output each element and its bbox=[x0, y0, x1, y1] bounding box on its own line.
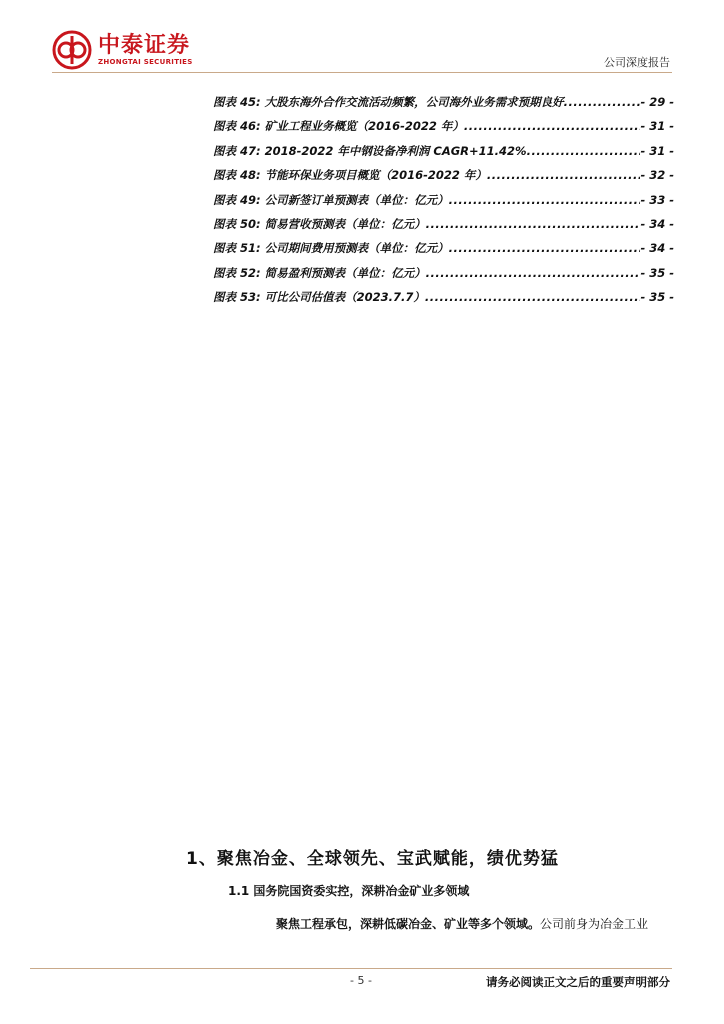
logo-chinese-name: 中泰证券 bbox=[98, 32, 191, 58]
toc-entry-title: 可比公司估值表（2023.7.7） bbox=[264, 290, 425, 305]
toc-entry[interactable] bbox=[213, 94, 674, 118]
toc-entry-title: 大股东海外合作交流活动频繁，公司海外业务需求预期良好 bbox=[264, 95, 564, 109]
toc-entry-label: 图表 46: bbox=[213, 119, 261, 134]
page-number: - 5 - bbox=[350, 974, 372, 987]
toc-entry-title: 节能环保业务项目概览（2016-2022 年） bbox=[264, 168, 487, 183]
toc-entry[interactable] bbox=[213, 265, 674, 289]
toc-entry[interactable] bbox=[213, 118, 674, 142]
toc-leader-dots bbox=[487, 168, 641, 182]
toc-entry-page: - 35 - bbox=[640, 265, 674, 280]
toc-entry-page: - 34 - bbox=[640, 241, 674, 256]
toc-entry-title: 简易盈利预测表（单位：亿元） bbox=[264, 265, 426, 280]
toc-entry[interactable] bbox=[213, 216, 674, 240]
disclaimer-note: 请务必阅读正文之后的重要声明部分 bbox=[486, 975, 670, 989]
toc-entry-label: 图表 53: bbox=[213, 290, 261, 305]
footer-divider bbox=[30, 968, 672, 969]
toc-entry[interactable] bbox=[213, 289, 674, 313]
toc-leader-dots bbox=[426, 217, 641, 231]
toc-entry-page: - 34 - bbox=[640, 216, 674, 231]
toc-entry[interactable] bbox=[213, 192, 674, 216]
toc-entry-title: 公司新签订单预测表（单位：亿元） bbox=[264, 192, 449, 207]
toc-entry[interactable] bbox=[213, 167, 674, 191]
toc-entry-label: 图表 45: bbox=[213, 95, 261, 109]
toc-entry-title: 简易营收预测表（单位：亿元） bbox=[264, 216, 426, 231]
toc-entry-label: 图表 51: bbox=[213, 241, 261, 256]
toc-entry[interactable] bbox=[213, 240, 674, 264]
logo-english-name: ZHONGTAI SECURITIES bbox=[98, 57, 193, 66]
toc-entry-page: - 31 - bbox=[640, 119, 674, 134]
report-type-label: 公司深度报告 bbox=[604, 56, 670, 69]
toc-leader-dots bbox=[464, 119, 641, 133]
toc-entry-page: - 31 - bbox=[640, 143, 674, 158]
toc-entry-label: 图表 49: bbox=[213, 192, 261, 207]
toc-entry-label: 图表 50: bbox=[213, 216, 261, 231]
toc-leader-dots bbox=[527, 144, 641, 158]
toc-entry-page: - 32 - bbox=[640, 168, 674, 183]
toc-leader-dots bbox=[426, 266, 641, 280]
toc-entry[interactable] bbox=[213, 143, 674, 167]
toc-entry-title: 公司期间费用预测表（单位：亿元） bbox=[264, 241, 449, 256]
header-divider bbox=[52, 72, 672, 73]
figure-list bbox=[213, 94, 674, 314]
zhongtai-logo-icon bbox=[52, 30, 92, 70]
toc-entry-page: - 29 - bbox=[640, 95, 674, 109]
toc-leader-dots bbox=[564, 95, 641, 109]
toc-leader-dots bbox=[449, 193, 641, 207]
subsection-heading: 1.1 国务院国资委实控，深耕冶金矿业多领域 bbox=[228, 884, 470, 898]
body-paragraph bbox=[276, 915, 648, 932]
paragraph-lead: 聚焦工程承包，深耕低碳冶金、矿业等多个领域。 bbox=[276, 917, 541, 931]
toc-entry-label: 图表 52: bbox=[213, 265, 261, 280]
toc-leader-dots bbox=[449, 241, 641, 255]
paragraph-text: 公司前身为冶金工业 bbox=[540, 917, 649, 931]
toc-entry-title: 2018-2022 年中钢设备净利润 CAGR+11.42% bbox=[264, 143, 527, 158]
company-logo bbox=[52, 30, 193, 70]
toc-entry-page: - 33 - bbox=[640, 192, 674, 207]
toc-entry-label: 图表 47: bbox=[213, 143, 261, 158]
toc-leader-dots bbox=[425, 290, 641, 304]
toc-entry-label: 图表 48: bbox=[213, 168, 261, 183]
toc-entry-title: 矿业工程业务概览（2016-2022 年） bbox=[264, 119, 464, 134]
toc-entry-page: - 35 - bbox=[640, 290, 674, 305]
section-heading: 1、聚焦冶金、全球领先、宝武赋能，绩优势猛 bbox=[186, 849, 559, 869]
